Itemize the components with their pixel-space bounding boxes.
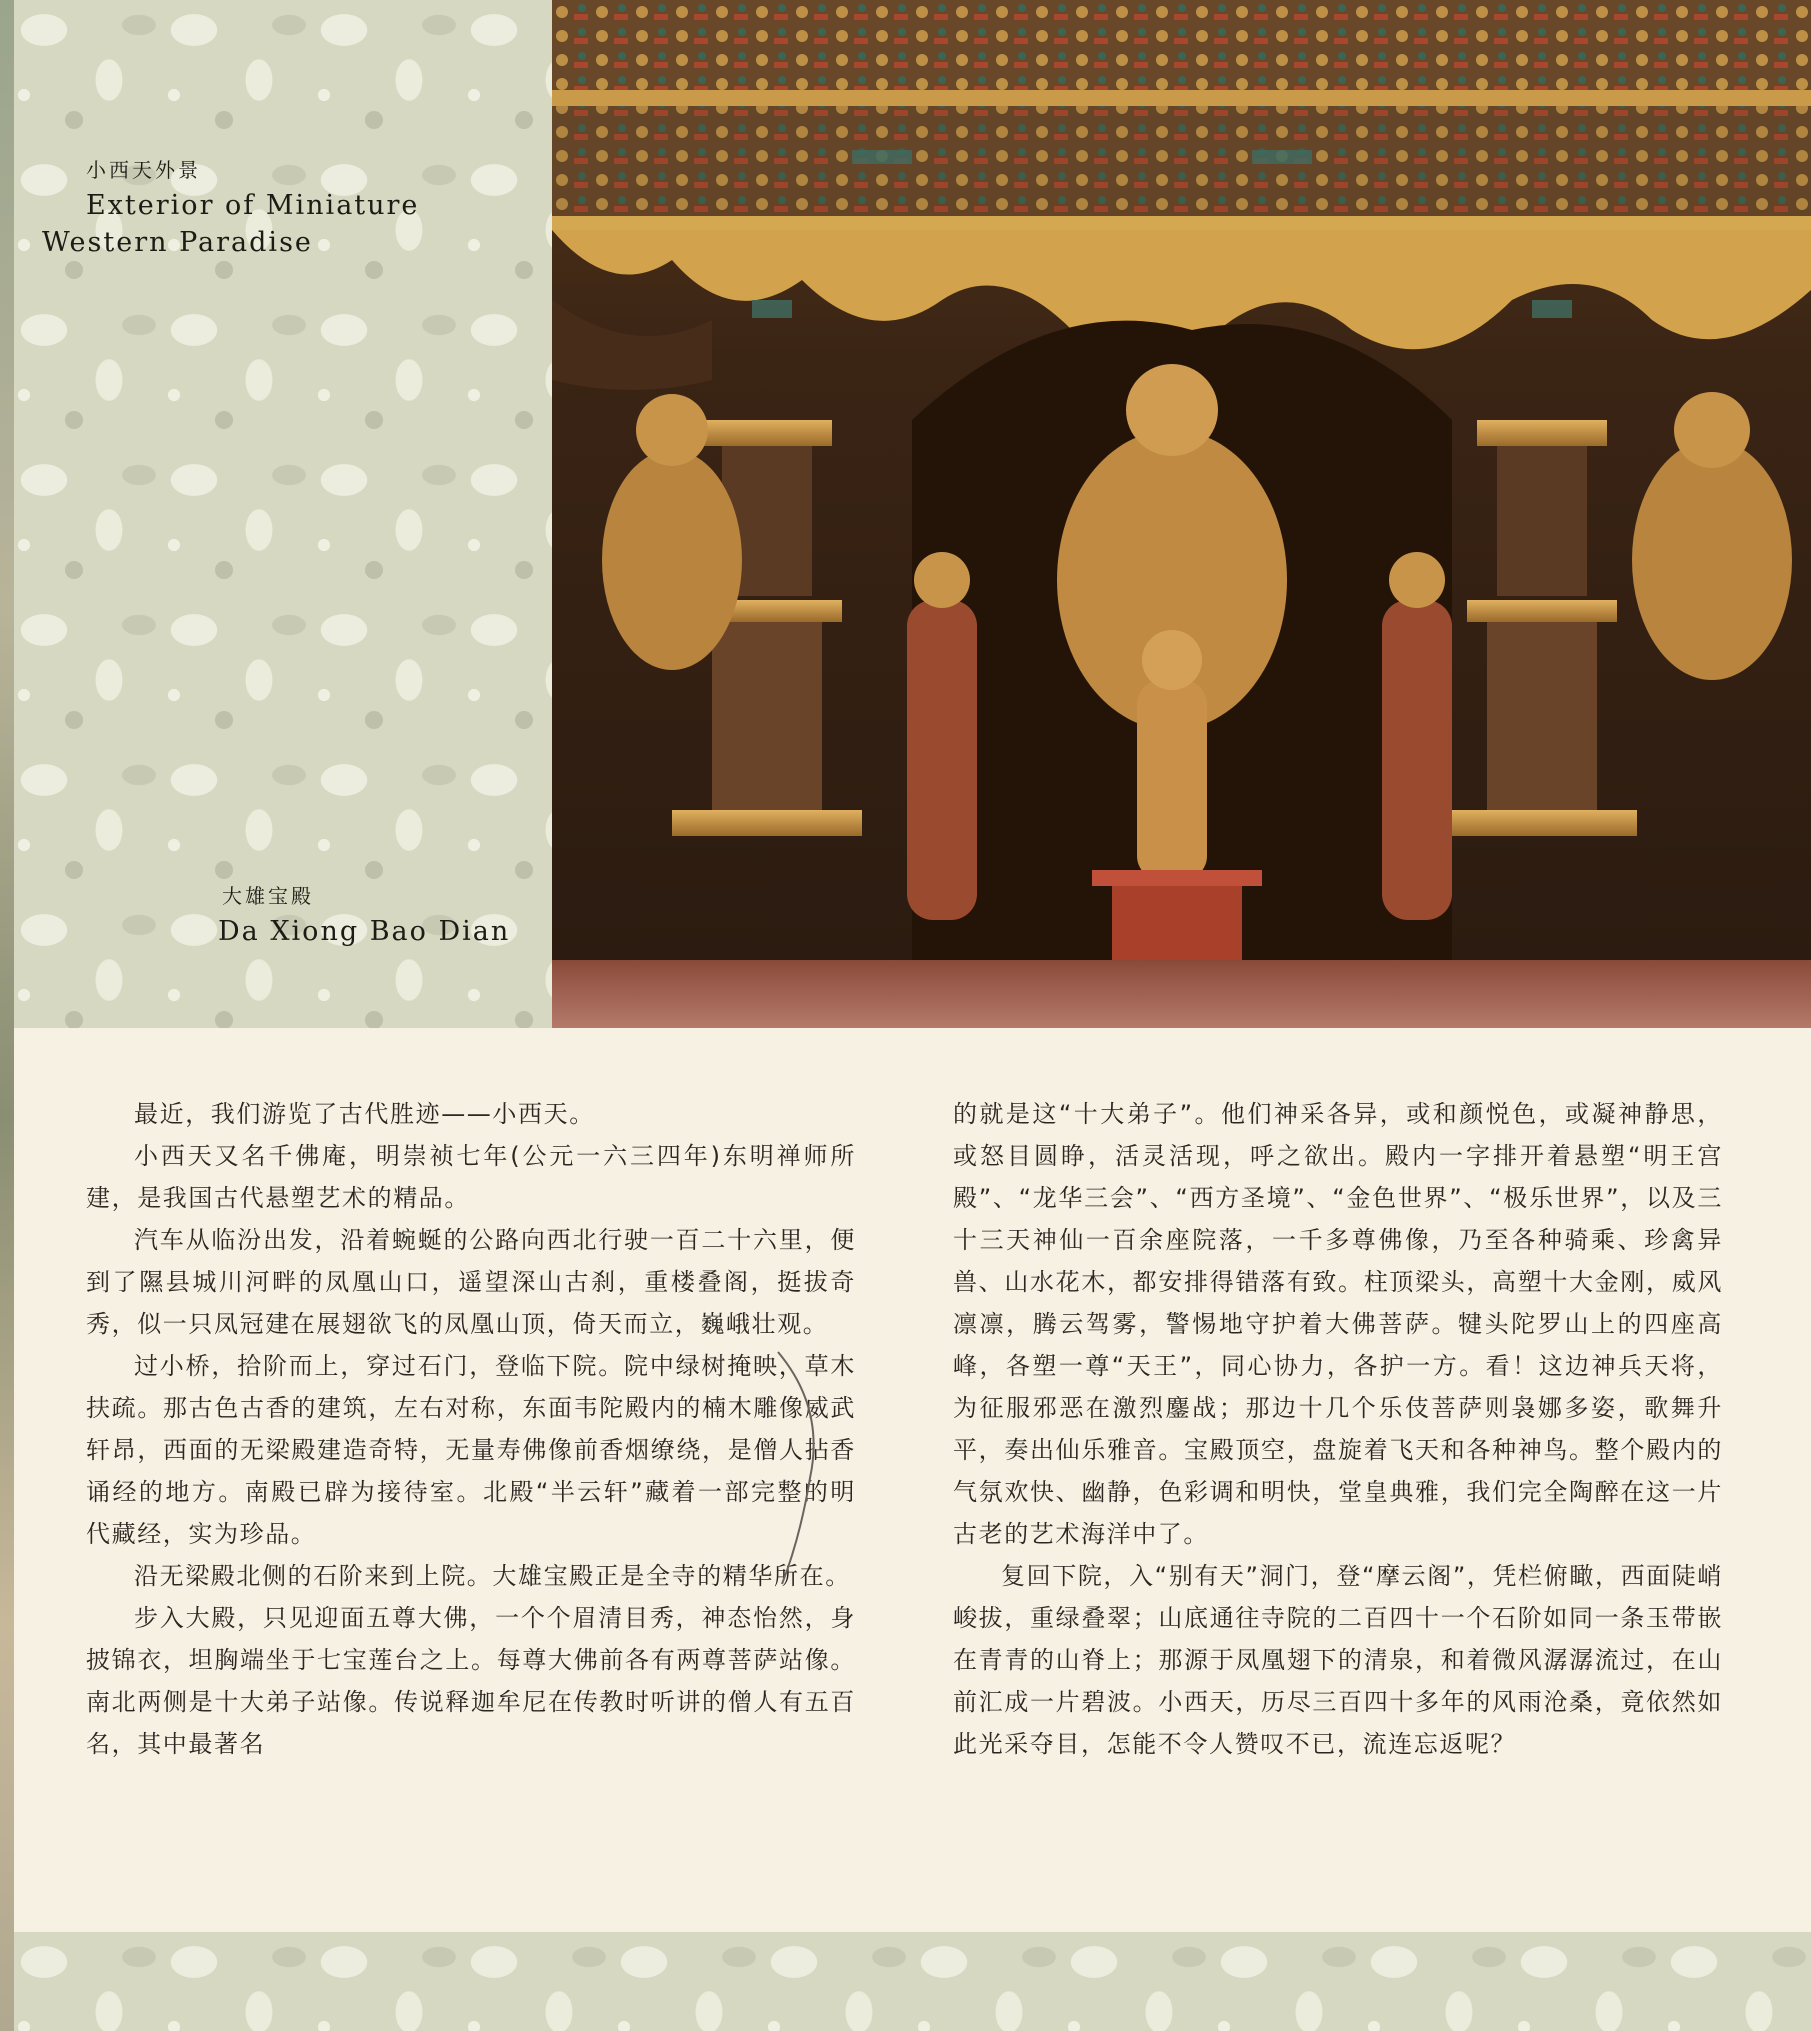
paragraph: 复回下院，入“别有天”洞门，登“摩云阁”，凭栏俯瞰，西面陡峭峻拔，重绿叠翠；山底通往寺院的二百四十一个石阶如同一条玉带嵌在青青的山脊上；那源于凤凰翅下的清泉，和着微风潺潺流过，在山前汇成一片碧波。小西天，历尽三百四十多年的风雨沧桑，竟依然如此光采夺目，怎能不令人赞叹不已，流连忘返呢？ [953,1562,1723,1758]
exterior-caption-en-line2: Western Paradise [42,227,313,258]
paragraph: 沿无梁殿北侧的石阶来到上院。大雄宝殿正是全寺的精华所在。 [134,1562,851,1590]
pencil-bracket-mark [770,1348,840,1588]
brocade-footer [14,1932,1811,2031]
hall-caption-cn: 大雄宝殿 [222,884,314,908]
article-left-column [86,1093,856,1765]
hall-caption-en: Da Xiong Bao Dian [218,916,511,947]
article-right-column [953,1093,1723,1765]
exterior-caption-en-line1: Exterior of Miniature [86,190,420,221]
hall-photograph [552,0,1811,1028]
exterior-caption-cn: 小西天外景 [86,158,201,182]
paragraph: 小西天又名千佛庵，明崇祯七年(公元一六三四年)东明禅师所建，是我国古代悬塑艺术的精品。 [86,1142,856,1212]
paragraph: 汽车从临汾出发，沿着蜿蜒的公路向西北行驶一百二十六里，便到了隰县城川河畔的凤凰山口，遥望深山古刹，重楼叠阁，挺拔奇秀，似一只凤冠建在展翅欲飞的凤凰山顶，倚天而立，巍峨壮观。 [86,1226,856,1338]
paragraph: 步入大殿，只见迎面五尊大佛，一个个眉清目秀，神态怡然，身披锦衣，坦胸端坐于七宝莲台之上。每尊大佛前各有两尊菩萨站像。南北两侧是十大弟子站像。传说释迦牟尼在传教时听讲的僧人有五百名，其中最著名 [86,1604,856,1758]
paragraph: 最近，我们游览了古代胜迹——小西天。 [134,1100,595,1128]
paragraph: 过小桥，拾阶而上，穿过石门，登临下院。院中绿树掩映，草木扶疏。那古色古香的建筑，左右对称，东面韦陀殿内的楠木雕像威武轩昂，西面的无梁殿建造奇特，无量寿佛像前香烟缭绕，是僧人拈香诵经的地方。南殿已辟为接待室。北殿“半云轩”藏着一部完整的明代藏经，实为珍品。 [86,1352,856,1548]
adjacent-photo-edge [0,0,14,2031]
paragraph-continuation: 的就是这“十大弟子”。他们神采各异，或和颜悦色，或凝神静思，或怒目圆睁，活灵活现，呼之欲出。殿内一字排开着悬塑“明王宫殿”、“龙华三会”、“西方圣境”、“金色世界”、“极乐世界”，以及三十三天神仙一百余座院落，一千多尊佛像，乃至各种骑乘、珍禽异兽、山水花木，都安排得错落有致。柱顶梁头，高塑十大金刚，威风凛凛，腾云驾雾，警惕地守护着大佛菩萨。犍头陀罗山上的四座高峰，各塑一尊“天王”，同心协力，各护一方。看！这边神兵天将，为征服邪恶在激烈鏖战；那边十几个乐伎菩萨则袅娜多姿，歌舞升平，奏出仙乐雅音。宝殿顶空，盘旋着飞天和各种神鸟。整个殿内的气氛欢快、幽静，色彩调和明快，堂皇典雅，我们完全陶醉在这一片古老的艺术海洋中了。 [953,1100,1723,1548]
